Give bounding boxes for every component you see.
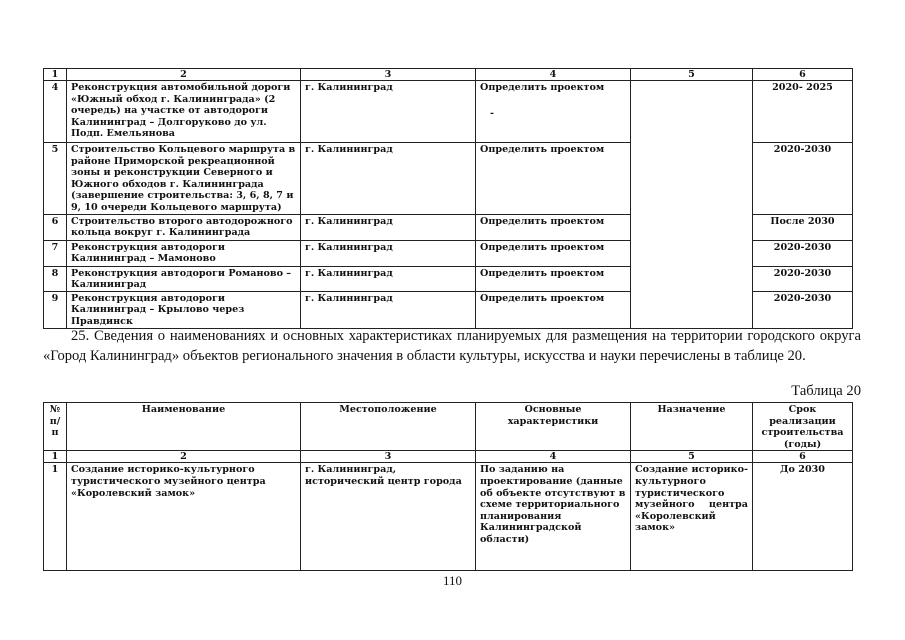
col-num: 6 <box>753 69 853 81</box>
row-place: г. Калининград <box>301 240 476 266</box>
row-number: 1 <box>44 463 67 571</box>
row-term: 2020-2030 <box>753 240 853 266</box>
col-num: 2 <box>67 451 301 463</box>
row-chars: Определить проектом <box>476 291 631 328</box>
header-row <box>44 403 853 451</box>
row-number: 4 <box>44 81 67 143</box>
row-name: Реконструкция автомобильной дороги «Южный обход г. Калининграда» (2 очередь) на участке от автодороги Калининград – Долгоруково до ул. Подп. Емельянова <box>67 81 301 143</box>
table-20 <box>43 402 853 571</box>
row-number: 5 <box>44 143 67 215</box>
row-place: г. Калининград <box>301 214 476 240</box>
col-num: 2 <box>67 69 301 81</box>
table-row <box>44 81 853 143</box>
page-number: 110 <box>442 573 463 588</box>
col-num: 1 <box>44 451 67 463</box>
row-number: 7 <box>44 240 67 266</box>
section-paragraph: 25. Сведения о наименованиях и основных характеристиках планируемых для размещения на территории городского округа «Город Калининград» объектов регионального значения в области культуры, искусства и науки перечислены в таблице 20. <box>43 328 861 364</box>
col-num: 3 <box>301 451 476 463</box>
row-name: Реконструкция автодороги Романово – Калининград <box>67 266 301 291</box>
header-term: Срок реализации строительства (годы) <box>753 403 853 451</box>
row-term: 2020- 2025 <box>753 81 853 143</box>
col-num: 4 <box>476 451 631 463</box>
row-name: Реконструкция автодороги Калининград – Мамоново <box>67 240 301 266</box>
col-num: 5 <box>631 451 753 463</box>
row-number: 6 <box>44 214 67 240</box>
row-term: После 2030 <box>753 214 853 240</box>
row-chars <box>476 81 631 143</box>
row-place: г. Калининград <box>301 143 476 215</box>
col-num: 1 <box>44 69 67 81</box>
row-chars: Определить проектом <box>476 266 631 291</box>
row-term: До 2030 <box>753 463 853 571</box>
row-name: Создание историко-культурного туристического музейного центра «Королевский замок» <box>67 463 301 571</box>
row-place: г. Калининград <box>301 266 476 291</box>
row-number: 8 <box>44 266 67 291</box>
row-name: Строительство Кольцевого маршрута в районе Приморской рекреационной зоны и реконструкции Северного и Южного обходов г. Калининграда (завершение строительства: 3, 6, 8, 7 и 9, 10 очереди Кольцевого маршрута) <box>67 143 301 215</box>
header-chars: Основные характеристики <box>476 403 631 451</box>
row-purpose: Создание историко-культурного туристического музейного центра «Королевский замок» <box>631 463 753 571</box>
row-chars-text: Определить проектом <box>480 82 605 93</box>
row-chars: Определить проектом <box>476 143 631 215</box>
row-place: г. Калининград <box>301 291 476 328</box>
header-name: Наименование <box>67 403 301 451</box>
table-row <box>44 463 853 571</box>
column-number-row <box>44 69 853 81</box>
row-chars: Определить проектом <box>476 240 631 266</box>
header-place: Местоположение <box>301 403 476 451</box>
row-term: 2020-2030 <box>753 291 853 328</box>
header-purpose: Назначение <box>631 403 753 451</box>
col-num: 6 <box>753 451 853 463</box>
row-name: Реконструкция автодороги Калининград – Крылово через Правдинск <box>67 291 301 328</box>
row-number: 9 <box>44 291 67 328</box>
header-number: № п/п <box>44 403 67 451</box>
row-term: 2020-2030 <box>753 143 853 215</box>
column-number-row <box>44 451 853 463</box>
row-name: Строительство второго автодорожного кольца вокруг г. Калининграда <box>67 214 301 240</box>
col-num: 5 <box>631 69 753 81</box>
col-num: 3 <box>301 69 476 81</box>
table-continuation <box>43 68 853 329</box>
row-place: г. Калининград <box>301 81 476 143</box>
dash-mark: - <box>490 107 494 119</box>
row-term: 2020-2030 <box>753 266 853 291</box>
col-num: 4 <box>476 69 631 81</box>
row-purpose-merged <box>631 81 753 329</box>
row-chars: По заданию на проектирование (данные об объекте отсутствуют в схеме территориального планирования Калининградской области) <box>476 463 631 571</box>
row-place: г. Калининград, исторический центр города <box>301 463 476 571</box>
row-chars: Определить проектом <box>476 214 631 240</box>
table-caption: Таблица 20 <box>791 383 861 399</box>
